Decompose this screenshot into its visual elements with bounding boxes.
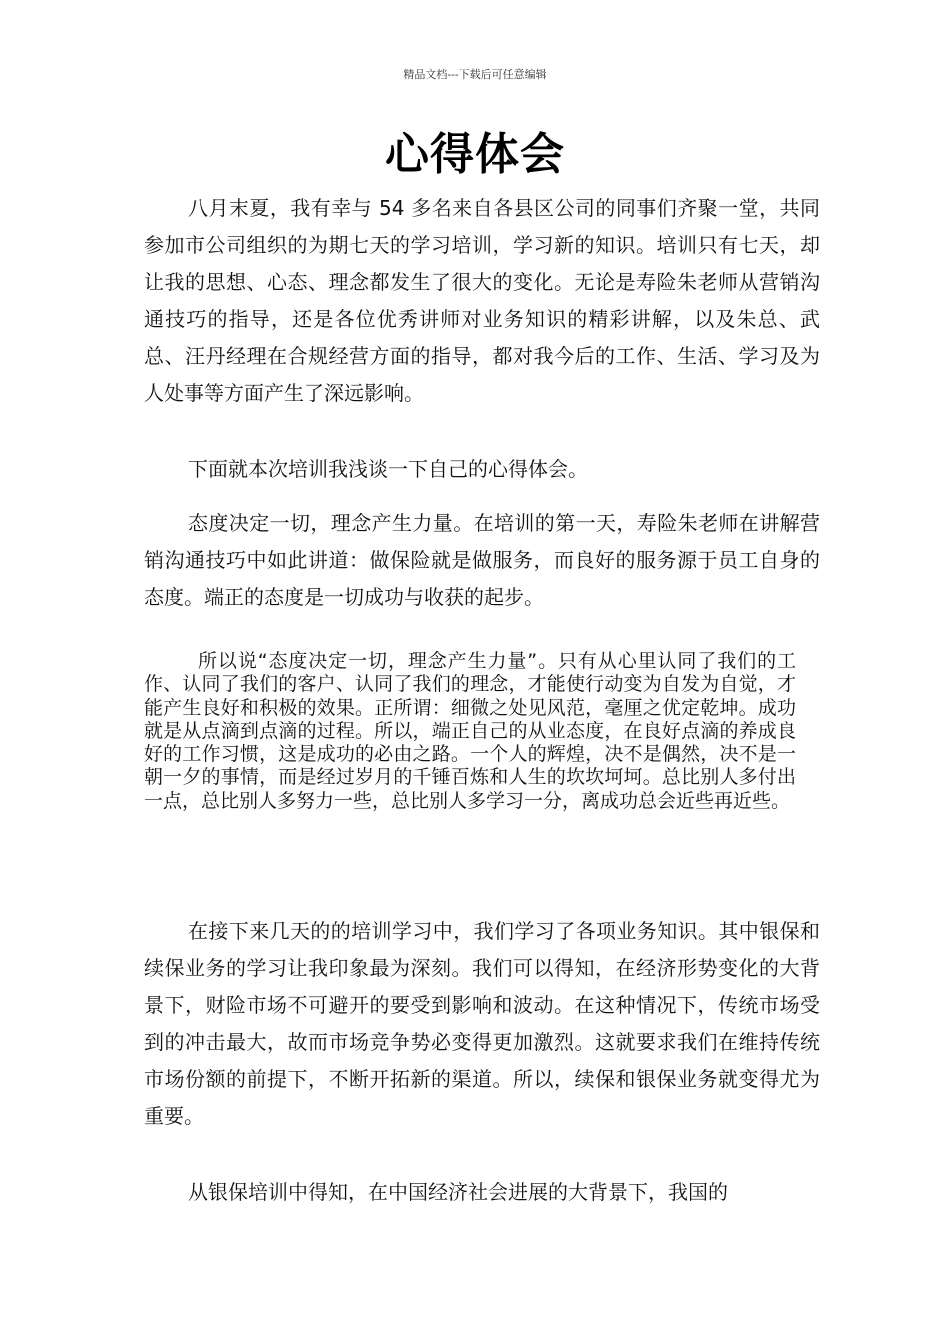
paragraph-1-block (144, 190, 820, 412)
paragraph-2-block (144, 451, 820, 488)
header-note: 精品文档---下载后可任意编辑 (403, 68, 547, 81)
paragraph: 所以说“态度决定一切，理念产生力量”。只有从心里认同了我们的工作、认同了我们的客户、认同了我们的理念，才能使行动变为自发为自觉，才能产生良好和积极的效果。正所谓：细微之处见风范，毫厘之优定乾坤。成功就是从点滴到点滴的过程。所以，端正自己的从业态度，在良好点滴的养成良好的工作习惯，这是成功的必由之路。一个人的辉煌，决不是偶然，决不是一朝一夕的事情，而是经过岁月的千锤百炼和人生的坎坎坷坷。总比别人多付出一点，总比别人多努力一些，总比别人多学习一分，离成功总会近些再近些。 (144, 650, 796, 812)
paragraph: 在接下来几天的的培训学习中，我们学习了各项业务知识。其中银保和续保业务的学习让我印象最为深刻。我们可以得知，在经济形势变化的大背景下，财险市场不可避开的要受到影响和波动。在这种情况下，传统市场受到的冲击最大，故而市场竞争势必变得更加激烈。这就要求我们在维持传统市场份额的前提下，不断开拓新的渠道。所以，续保和银保业务就变得尤为重要。 (144, 919, 820, 1128)
paragraph: 八月末夏，我有幸与 54 多名来自各县区公司的同事们齐聚一堂，共同参加市公司组织的为期七天的学习培训，学习新的知识。培训只有七天，却让我的思想、心态、理念都发生了很大的变化。无论是寿险朱老师从营销沟通技巧的指导，还是各位优秀讲师对业务知识的精彩讲解，以及朱总、武总、汪丹经理在合规经营方面的指导，都对我今后的工作、生活、学习及为人处事等方面产生了深远影响。 (144, 196, 820, 405)
paragraph: 从银保培训中得知，在中国经济社会进展的大背景下，我国的 (188, 1180, 728, 1204)
paragraph-4-block (144, 650, 796, 813)
document-title: 心得体会 (385, 129, 565, 180)
paragraph-5-block (144, 913, 820, 1135)
paragraph-3-block (144, 505, 820, 616)
paragraph: 态度决定一切，理念产生力量。在培训的第一天，寿险朱老师在讲解营销沟通技巧中如此讲道：做保险就是做服务，而良好的服务源于员工自身的态度。端正的态度是一切成功与收获的起步。 (144, 511, 820, 609)
paragraph-6-block (144, 1174, 820, 1211)
paragraph: 下面就本次培训我浅谈一下自己的心得体会。 (188, 457, 588, 481)
